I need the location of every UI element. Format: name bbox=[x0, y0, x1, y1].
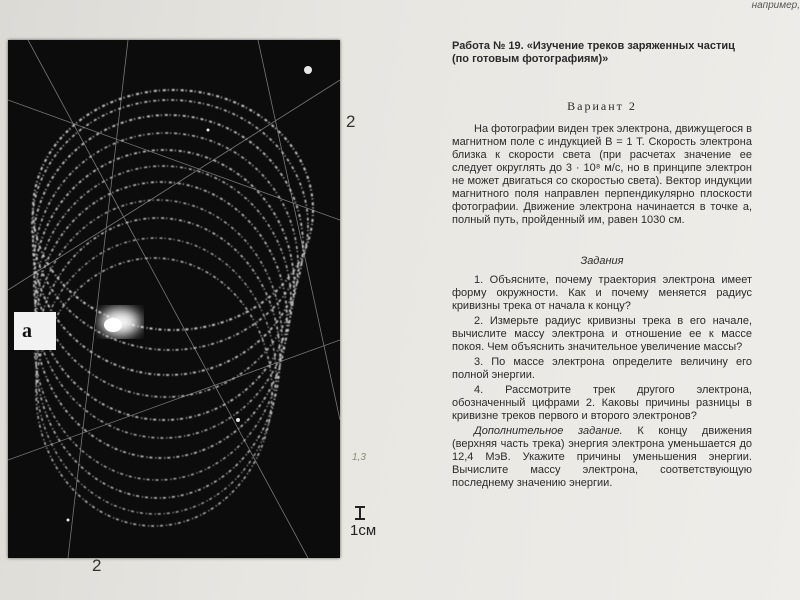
top-cut-text: например, bbox=[751, 0, 800, 11]
track-photograph bbox=[8, 40, 340, 558]
extra-task bbox=[452, 425, 752, 490]
task-4: 4. Рассмотрите трек другого электрона, обозначенный цифрами 2. Каковы причины разницы в кривизне треков первого и второго электронов? bbox=[452, 384, 752, 422]
pencil-note: 1,3 bbox=[352, 452, 366, 463]
electron-track-image bbox=[8, 40, 340, 558]
scale-bar bbox=[350, 506, 390, 539]
task-3: 3. По массе электрона определите величину его полной энергии. bbox=[452, 356, 752, 381]
work-title: Работа № 19. «Изучение треков заряженных частиц (по готовым фотографиям)» bbox=[452, 40, 735, 65]
extra-task-text: К концу движения (верхняя часть трека) энергия электрона уменьшается до 12,4 МэВ. Укажите причины уменьшения энергии. Вычислите массу электрона, соответствующую последнему значению энергии. bbox=[452, 425, 752, 489]
start-point-label: а bbox=[14, 312, 56, 350]
extra-task-label: Дополнительное задание. bbox=[474, 425, 623, 437]
task-1: 1. Объясните, почему траектория электрона имеет форму окружности. Как и почему меняется радиус кривизны трека от начала к концу? bbox=[452, 274, 752, 312]
task-2: 2. Измерьте радиус кривизны трека в его начале, вычислите массу электрона и отношение ее к массе покоя. Чем объяснить значительное увеличение массы? bbox=[452, 315, 752, 353]
scale-bar-mark bbox=[359, 506, 361, 520]
tasks-heading: Задания bbox=[580, 255, 624, 267]
variant-heading: Вариант 2 bbox=[567, 99, 637, 113]
track-2-label-bottom: 2 bbox=[92, 556, 102, 575]
text-column bbox=[452, 40, 752, 492]
track-2-label-top: 2 bbox=[346, 112, 356, 131]
scale-label: 1см bbox=[350, 522, 377, 539]
problem-description: На фотографии виден трек электрона, движущегося в магнитном поле с индукцией B = 1 Т. Скорость электрона близка к скорости света (при расчетах значение ее следует округлять до 3 · 10⁸ м/с, но в принципе электрон не может двигаться со скоростью света). Вектор индукции магнитного поля направлен перпендикулярно плоскости фотографии. Движение электрона начинается в точке а, полный путь, пройденный им, равен 1030 см. bbox=[452, 123, 752, 226]
